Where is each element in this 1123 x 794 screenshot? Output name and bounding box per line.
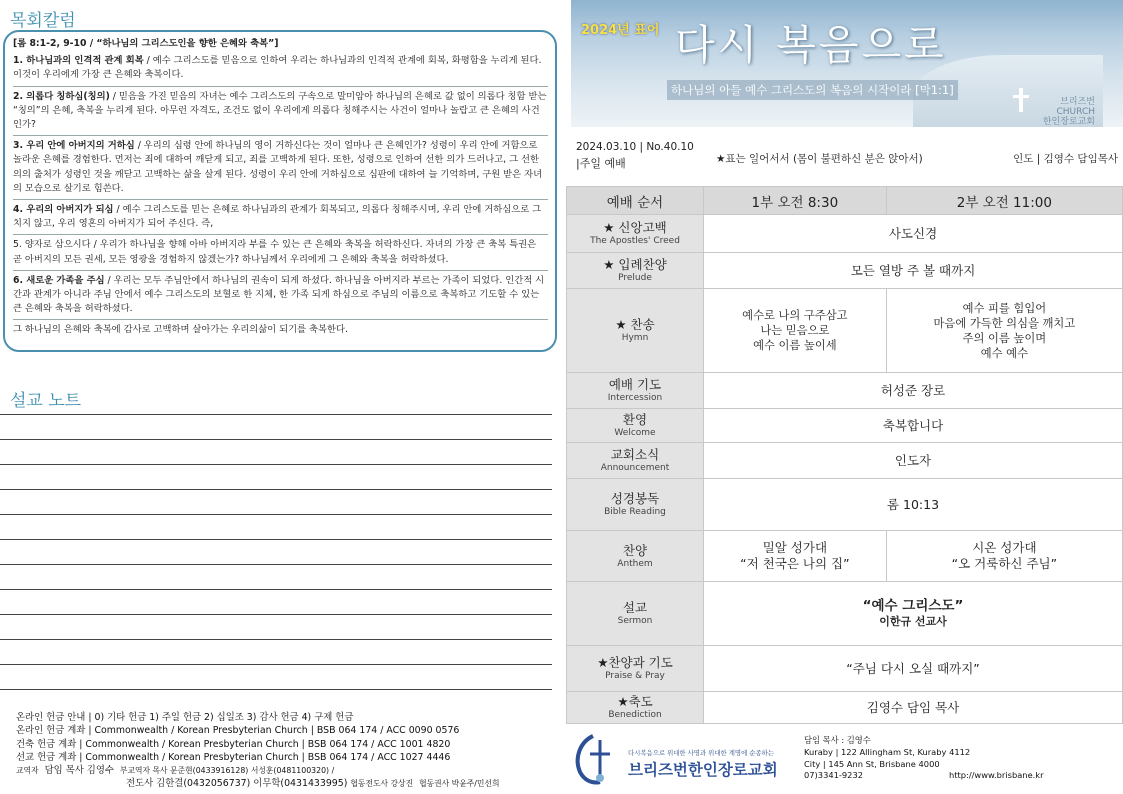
offering-guide: 온라인 헌금 안내 | 0) 기타 헌금 1) 주일 헌금 2) 십일조 3) 감사 헌금 4) 구제 헌금 <box>16 712 354 723</box>
cross-icon <box>1019 88 1023 112</box>
church-logo-icon <box>570 732 616 786</box>
church-slogan: 다시복음으로 위대한 사명과 위대한 계명에 순종하는 <box>628 749 774 757</box>
building-account: 건축 헌금 계좌 | Commonwealth / Korean Presbyterian Church | BSB 064 174 / ACC 1001 4820 <box>16 738 451 750</box>
table-row: ★ 입례찬양 Prelude 모든 열방 주 볼 때까지 <box>567 253 1123 289</box>
table-row: 환영 Welcome 축복합니다 <box>567 409 1123 443</box>
column-point: 3. 우리 안에 아버지의 거하심 / 우리의 심령 안에 하나님의 영이 거하신다는 것이 얼마나 큰 은혜인가? 성령이 우리 안에 거함으로 놀라운 은혜를 경험한다. 먼저는 죄에 대하여 깨닫게 되고, 죄를 고백하게 된다. 또한, 성령으로 인하여 선한 의가 드러나고, 그 선한 의의 출처가 성령인 것을 깨닫고 고백하는 삶을 살게 된다. 성령이 우리 안에 거하심으로 심판에 대하여 늘 기억하며, 구원 받은 자녀의 모습으로 살기로 힘쓴다. <box>13 140 543 194</box>
preacher: 이한규 선교사 <box>879 614 947 628</box>
table-row: 교회소식 Announcement 인도자 <box>567 443 1123 479</box>
offering-account: 온라인 헌금 계좌 | Commonwealth / Korean Presbyterian Church | BSB 064 174 / ACC 0090 0576 <box>16 725 460 737</box>
sermon-notes-title: 설교 노트 <box>10 391 82 411</box>
senior-pastor: 담임 목사 : 김영수 <box>804 735 871 745</box>
motto-banner <box>571 0 1123 127</box>
offering-info <box>16 711 556 791</box>
table-row: 예배 기도 Intercession 허성준 장로 <box>567 373 1123 409</box>
worship-order-table <box>566 186 1123 724</box>
column-point: 4. 우리의 아버지가 되심 / 예수 그리스도를 믿는 은혜로 하나님과의 관계가 회복되고, 의롭다 칭해주시며, 우리 안에 거하심으로 그치지 않고, 우리 영혼의 아버지가 되어 주신다. 즉, <box>13 204 542 230</box>
church-contact <box>804 735 1044 782</box>
staff-line: 전도사 김한결(0432056737) 이무학(0431433995) 협동전도사 강상진 협동권사 박윤주/민선희 <box>126 778 500 790</box>
mission-account: 선교 헌금 계좌 | Commonwealth / Korean Presbyterian Church | BSB 064 174 / ACC 1027 4446 <box>16 751 451 763</box>
table-row: 성경봉독 Bible Reading 롬 10:13 <box>567 479 1123 531</box>
stand-note: ★표는 일어서서 (몸이 불편하신 분은 앉아서) <box>716 153 923 165</box>
service-name: |주일 예배 <box>576 157 626 170</box>
header-order: 예배 순서 <box>567 187 704 215</box>
pastoral-column-title: 목회칼럼 <box>10 11 76 31</box>
motto-title: 다시 복음으로 <box>675 21 947 69</box>
address-kuraby: Kuraby | 122 Allingham St, Kuraby 4112 <box>804 746 971 757</box>
table-row: ★축도 Benediction 김영수 담임 목사 <box>567 692 1123 724</box>
table-row: 설교 Sermon “예수 그리스도” 이한규 선교사 <box>567 582 1123 646</box>
table-row: 찬양 Anthem 밀알 성가대 “저 천국은 나의 집” 시온 성가대 “오 거룩하신 주님” <box>567 531 1123 582</box>
pastoral-column <box>3 30 557 352</box>
column-point: 5. 양자로 삼으시다 / 우리가 하나님을 향해 아바 아버지라 부를 수 있는 큰 은혜와 축복을 허락하신다. 자녀의 가장 큰 축복 특권은 곧 아버지의 모든 권세, 모든 영광을 경험하지 않겠는가? 하나님께서 우리에게 그 은혜와 축복을 허락하셨다. <box>13 239 537 265</box>
building-sign: 브리즈번 CHURCH 한인장로교회 <box>1042 97 1095 127</box>
table-row: ★찬양과 기도 Praise & Pray “주님 다시 오실 때까지” <box>567 646 1123 692</box>
sermon-notes-lines[interactable] <box>0 412 552 690</box>
church-name: 브리즈번한인장로교회 <box>628 761 778 779</box>
column-point: 6. 새로운 가족을 주심 / 우리는 모두 주님안에서 하나님의 권속이 되게 하셨다. 하나님을 아버지라 부르는 가족이 되었다. 인간적 시간과 관계가 아니라 주님 안에서 예수 그리스도의 보혈로 한 지체, 한 가족 되게 하심으로 주님의 이름으로 축복하고 기도할 수 있는 큰 은혜와 축복을 허락하셨다. <box>13 274 545 315</box>
website-link[interactable]: http://www.brisbane.kr <box>949 770 1044 780</box>
column-reference: [롬 8:1-2, 9-10 / “하나님의 그리스도인을 향한 은혜와 축복”] <box>13 38 279 49</box>
motto-year: 2024년 표어 <box>581 23 660 38</box>
table-header <box>567 187 1123 215</box>
right-page <box>566 0 1123 794</box>
header-second-service: 2부 오전 11:00 <box>886 187 1122 215</box>
table-row: ★ 찬송 Hymn 예수로 나의 구주삼고 나는 믿음으로 예수 이름 높이세 예수 피를 힘입어 마음에 가득한 의심을 깨치고 주의 이름 높이며 예수 예수 <box>567 289 1123 373</box>
phone-number: 07)3341-9232 <box>804 770 864 781</box>
bulletin-date: 2024.03.10 | No.40.10 <box>576 141 694 153</box>
column-closing: 그 하나님의 은혜와 축복에 감사로 고백하며 살아가는 우리의삶이 되기를 축복한다. <box>13 324 348 336</box>
sermon-title: “예수 그리스도” <box>862 597 964 614</box>
table-row: ★ 신앙고백 The Apostles' Creed 사도신경 <box>567 215 1123 253</box>
staff-line: 교역자 담임 목사 김영수 부교역자 목사 문준현(0433916128) 서성훈(0481100320) / <box>16 765 335 777</box>
column-point: 2. 의롭다 칭하심(칭의) / 믿음을 가진 믿음의 자녀는 예수 그리스도의 구속으로 말미암아 하나님의 은혜로 값 없이 의롭다 칭함 받는 “칭의”의 은혜, 축복을 누리게 된다. 아무런 자격도, 조건도 없이 우리에게 의롭다 칭해주시는 사건이 얼마나 놀랍고 큰 은혜의 사건인가? <box>13 90 547 131</box>
address-city: City | 145 Ann St, Brisbane 4000 <box>804 758 940 769</box>
column-point: 1. 하나님과의 인격적 관계 회복 / 예수 그리스도를 믿음으로 인하여 우리는 하나님과의 인격적 관계에 회복, 화평함을 누리게 된다. 이것이 우리에게 가장 큰 은혜와 축복이다. <box>13 55 542 81</box>
header-first-service: 1부 오전 8:30 <box>704 187 887 215</box>
motto-subtitle: 하나님의 아들 예수 그리스도의 복음의 시작이라 [막1:1] <box>667 80 958 100</box>
service-leader: 인도 | 김영수 담임목사 <box>1013 153 1118 165</box>
church-logo <box>570 730 800 790</box>
